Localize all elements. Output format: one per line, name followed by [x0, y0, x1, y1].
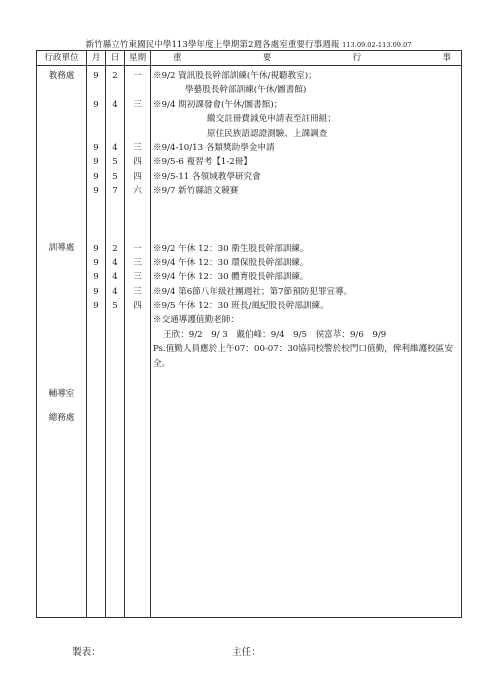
discipline-day: 5 — [112, 301, 118, 312]
duty-note: Ps.值勤人員應於上午07：00-07：30協同校警於校門口值勤，俾利維護校區安全。 — [153, 344, 453, 369]
academic-item: 繳交註冊費減免申請表至註冊組； — [207, 114, 336, 125]
discipline-month: 9 — [93, 286, 99, 297]
academic-month: 9 — [93, 186, 99, 197]
academic-weekday — [125, 112, 150, 126]
academic-item: ※9/5-6 複習考【1-2冊】 — [153, 157, 252, 168]
academic-day — [106, 127, 124, 141]
academic-day: 4 — [112, 99, 118, 110]
content-column — [151, 66, 462, 618]
header-content-char: 行 — [352, 53, 362, 63]
academic-item: ※9/7 新竹縣語文競賽 — [153, 186, 239, 197]
academic-item: ※9/2 資訊股長幹部訓練(午休/視聽教室)； — [153, 71, 317, 81]
discipline-weekday: 三 — [133, 272, 142, 283]
month-column — [87, 66, 106, 618]
academic-day: 5 — [112, 171, 118, 182]
header-weekday: 星期 — [125, 51, 151, 66]
academic-item: ※9/5-11 各領域教學研究會 — [153, 171, 261, 182]
discipline-day: 4 — [112, 272, 118, 283]
schedule-table — [36, 50, 462, 618]
academic-weekday — [125, 127, 150, 141]
academic-weekday: 四 — [133, 171, 142, 182]
unit-discipline: 訓導處 — [48, 243, 75, 254]
discipline-month: 9 — [93, 272, 99, 283]
academic-day: 7 — [112, 186, 118, 197]
academic-month: 9 — [93, 71, 99, 81]
discipline-item: ※9/4 午休 12：30 體育股長幹部訓練。 — [153, 272, 309, 283]
academic-month — [87, 127, 105, 141]
unit-column — [37, 66, 87, 618]
discipline-item: ※9/4 第6節八年級社團週社；第7節預防犯罪宣導。 — [153, 286, 353, 297]
header-row — [37, 51, 462, 66]
header-content — [151, 51, 462, 66]
discipline-item: ※9/2 午休 12：30 衛生股長幹部訓練。 — [153, 243, 309, 254]
academic-day: 2 — [112, 71, 118, 81]
footer-director: 主任： — [232, 647, 261, 658]
academic-day: 5 — [112, 157, 118, 168]
discipline-month: 9 — [93, 243, 99, 254]
discipline-day: 4 — [112, 257, 118, 268]
header-content-char: 要 — [262, 53, 272, 63]
academic-day: 4 — [112, 142, 118, 153]
discipline-day: 2 — [112, 243, 118, 254]
academic-item: ※9/4 期初課發會(午休/圖書館)； — [153, 99, 283, 110]
header-content-char: 事 — [442, 53, 451, 63]
academic-weekday — [125, 83, 150, 97]
discipline-item: ※9/4 午休 12：30 環保股長幹部訓練。 — [153, 257, 309, 268]
academic-month — [87, 83, 105, 97]
unit-counseling: 輔導室 — [48, 388, 75, 399]
title-date-range: 113.09.02-113.09.07 — [342, 41, 412, 49]
academic-weekday: 四 — [133, 157, 142, 168]
academic-weekday: 一 — [133, 71, 142, 81]
academic-weekday: 六 — [133, 186, 142, 197]
duty-teachers-heading: ※交通導護值勤老師： — [153, 315, 239, 326]
footer-maker: 製表： — [72, 647, 101, 658]
academic-day — [106, 112, 124, 126]
academic-day — [106, 83, 124, 97]
academic-weekday: 三 — [133, 99, 142, 110]
academic-month: 9 — [93, 142, 99, 153]
header-day: 日 — [106, 51, 125, 66]
unit-academic: 教務處 — [48, 71, 75, 81]
discipline-weekday: 三 — [133, 257, 142, 268]
discipline-month: 9 — [93, 301, 99, 312]
academic-item: 學藝股長幹部訓練(午休/圖書館) — [185, 85, 307, 96]
academic-weekday: 三 — [133, 142, 142, 153]
weekday-column — [125, 66, 151, 618]
header-content-char: 重 — [173, 53, 182, 63]
document-title — [36, 38, 461, 50]
academic-item: 原住民族語認證測驗、上課調查 — [207, 128, 328, 139]
discipline-weekday: 一 — [133, 243, 142, 254]
header-month: 月 — [87, 51, 106, 66]
discipline-weekday: 三 — [133, 286, 142, 297]
academic-month: 9 — [93, 171, 99, 182]
academic-month — [87, 112, 105, 126]
header-unit: 行政單位 — [37, 51, 87, 66]
academic-month: 9 — [93, 99, 99, 110]
academic-month: 9 — [93, 157, 99, 168]
discipline-weekday: 四 — [133, 301, 142, 312]
discipline-month: 9 — [93, 257, 99, 268]
day-column — [106, 66, 125, 618]
discipline-item: ※9/5 午休 12：30 班長/風紀股長幹部訓練。 — [153, 301, 329, 312]
title-text: 新竹縣立竹東國民中學113學年度上學期第2週各處室重要行事週報 — [85, 40, 340, 50]
unit-general-affairs: 總務處 — [48, 413, 75, 424]
duty-teachers-list: 王欣：9/2 9/ 3 戴伯峰：9/4 9/5 侯富萃：9/6 9/9 — [163, 329, 387, 340]
body-row — [37, 66, 462, 618]
discipline-day: 4 — [112, 286, 118, 297]
academic-item: ※9/4-10/13 各類獎助學金申請 — [153, 142, 275, 153]
